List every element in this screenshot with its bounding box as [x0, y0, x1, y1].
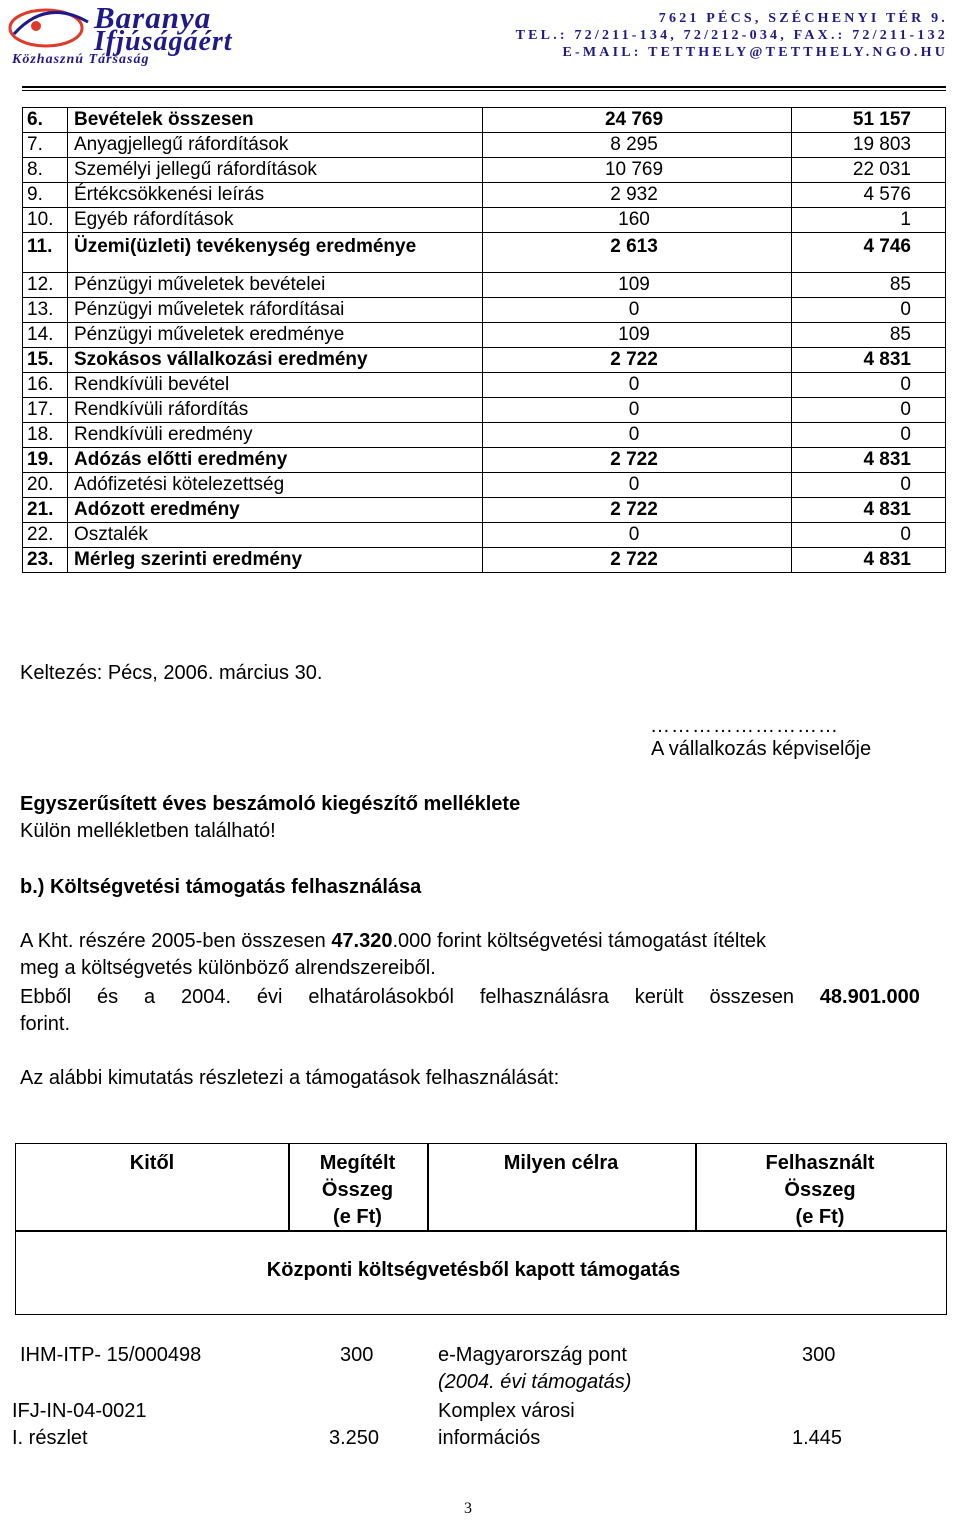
- row-number: 9.: [23, 183, 68, 208]
- signature-label: A vállalkozás képviselője: [651, 738, 872, 760]
- table-row: [23, 158, 946, 183]
- row-value-prev: 0: [483, 523, 792, 548]
- row-value-prev: 0: [483, 373, 792, 398]
- row-value-curr: 0: [792, 473, 946, 498]
- row-number: 22.: [23, 523, 68, 548]
- row-value-prev: 0: [483, 423, 792, 448]
- row-number: 11.: [23, 233, 68, 273]
- paragraph-word: felhasználásra: [479, 986, 609, 1008]
- income-statement-table: [22, 107, 946, 573]
- table-row: [23, 448, 946, 473]
- paragraph-word: került: [634, 986, 684, 1008]
- row1-source: IHM-ITP- 15/000498: [20, 1344, 202, 1366]
- row-value-curr: 4 831: [792, 498, 946, 523]
- row-value-prev: 2 722: [483, 498, 792, 523]
- logo-swoosh-icon: [6, 4, 96, 56]
- header-rule-thin: [22, 90, 946, 91]
- email-line: E-MAIL: TETTHELY@TETTHELY.NGO.HU: [562, 45, 948, 60]
- row-value-curr: 4 831: [792, 348, 946, 373]
- row-number: 10.: [23, 208, 68, 233]
- paragraph-line: [20, 984, 920, 1011]
- paragraph-text: A Kht. részére 2005-ben összesen 47.320.000 forint költségvetési támogatást ítéltek: [20, 930, 767, 952]
- support-paragraph-1: [20, 928, 920, 982]
- support-paragraph-2: [20, 984, 920, 1038]
- paragraph-word: Ebből: [20, 986, 72, 1008]
- table-row: [23, 548, 946, 573]
- row1-purpose-note: (2004. évi támogatás): [438, 1371, 632, 1393]
- row-value-prev: 2 613: [483, 233, 792, 273]
- row-value-prev: 10 769: [483, 158, 792, 183]
- paragraph-word: és: [97, 986, 119, 1008]
- paragraph-line: meg a költségvetés különböző alrendszereiből.: [20, 957, 436, 979]
- row-value-curr: 4 831: [792, 448, 946, 473]
- table-row: [23, 398, 946, 423]
- paragraph-line: [20, 928, 920, 955]
- paragraph-word: 2004.: [180, 986, 232, 1008]
- row-value-curr: 85: [792, 323, 946, 348]
- company-logo: [6, 0, 276, 68]
- row-label: Adózott eredmény: [68, 498, 483, 523]
- row-number: 20.: [23, 473, 68, 498]
- row-label: Pénzügyi műveletek eredménye: [68, 323, 483, 348]
- row-number: 18.: [23, 423, 68, 448]
- row-value-curr: 0: [792, 423, 946, 448]
- row-value-prev: 24 769: [483, 108, 792, 133]
- row2-purpose-2: információs: [438, 1427, 541, 1449]
- table-row: [23, 298, 946, 323]
- paragraph-word: a: [144, 986, 156, 1008]
- logo-text-kht: Közhasznú Társaság: [12, 52, 150, 67]
- row-number: 23.: [23, 548, 68, 573]
- support-table-intro: Az alábbi kimutatás részletezi a támogatások felhasználását:: [20, 1067, 560, 1089]
- table-row: [23, 183, 946, 208]
- row-value-curr: 1: [792, 208, 946, 233]
- table-row: [23, 373, 946, 398]
- row-label: Rendkívüli bevétel: [68, 373, 483, 398]
- row-value-curr: 19 803: [792, 133, 946, 158]
- row-number: 6.: [23, 108, 68, 133]
- table-row: [23, 273, 946, 298]
- row-number: 15.: [23, 348, 68, 373]
- row-number: 13.: [23, 298, 68, 323]
- row-value-prev: 0: [483, 473, 792, 498]
- row-label: Pénzügyi műveletek bevételei: [68, 273, 483, 298]
- row-label: Személyi jellegű ráfordítások: [68, 158, 483, 183]
- row-number: 8.: [23, 158, 68, 183]
- row-label: Szokásos vállalkozási eredmény: [68, 348, 483, 373]
- row-label: Rendkívüli ráfordítás: [68, 398, 483, 423]
- row-label: Egyéb ráfordítások: [68, 208, 483, 233]
- row-label: Osztalék: [68, 523, 483, 548]
- paragraph-word: összesen: [709, 986, 794, 1008]
- row-value-prev: 2 722: [483, 448, 792, 473]
- row-value-curr: 22 031: [792, 158, 946, 183]
- row-value-curr: 0: [792, 298, 946, 323]
- table-row: [23, 108, 946, 133]
- logo-text-baranya: Baranya: [94, 0, 212, 35]
- signature-dots: ………………………: [650, 715, 839, 737]
- paragraph-line: forint.: [20, 1013, 71, 1035]
- row2-source: IFJ-IN-04-0021: [12, 1400, 147, 1422]
- row-value-prev: 2 722: [483, 348, 792, 373]
- row-value-curr: 0: [792, 398, 946, 423]
- row-number: 12.: [23, 273, 68, 298]
- table-row: [23, 348, 946, 373]
- annex-subtitle: Külön mellékletben található!: [20, 820, 276, 842]
- table-row: [23, 208, 946, 233]
- row-value-prev: 109: [483, 323, 792, 348]
- row2-purpose: Komplex városi: [438, 1400, 575, 1422]
- row-value-prev: 2 722: [483, 548, 792, 573]
- paragraph-amount: 48.901.000: [819, 986, 920, 1008]
- row-label: Adózás előtti eredmény: [68, 448, 483, 473]
- row-number: 7.: [23, 133, 68, 158]
- row-label: Bevételek összesen: [68, 108, 483, 133]
- row1-purpose: e-Magyarország pont: [438, 1344, 627, 1366]
- row-value-curr: 4 746: [792, 233, 946, 273]
- support-table: [15, 1143, 947, 1315]
- table-row: [23, 133, 946, 158]
- table-row: [23, 423, 946, 448]
- contact-block: [516, 10, 948, 61]
- group-title: Központi költségvetésből kapott támogatás: [266, 1259, 681, 1281]
- row1-awarded: 300: [340, 1344, 374, 1366]
- row1-used: 300: [802, 1344, 836, 1366]
- row-label: Adófizetési kötelezettség: [68, 473, 483, 498]
- row-value-prev: 8 295: [483, 133, 792, 158]
- page-number: 3: [464, 1500, 472, 1517]
- table-row: [23, 523, 946, 548]
- row2-awarded: 3.250: [329, 1427, 380, 1449]
- row-label: Rendkívüli eredmény: [68, 423, 483, 448]
- header-megitelt: Megítélt Összeg (e Ft): [319, 1152, 396, 1228]
- row-value-curr: 4 831: [792, 548, 946, 573]
- date-line: Keltezés: Pécs, 2006. március 30.: [20, 662, 323, 684]
- row-value-prev: 0: [483, 398, 792, 423]
- header-felhasznalt: Felhasznált Összeg (e Ft): [765, 1152, 875, 1228]
- section-b-title: b.) Költségvetési támogatás felhasználása: [20, 876, 422, 898]
- table-row: [23, 473, 946, 498]
- row-value-prev: 0: [483, 298, 792, 323]
- row-value-curr: 0: [792, 373, 946, 398]
- table-row: [23, 498, 946, 523]
- header-rule: [22, 86, 946, 88]
- paragraph-word: évi: [256, 986, 283, 1008]
- row-number: 17.: [23, 398, 68, 423]
- header-milyen-celra: Milyen célra: [503, 1152, 619, 1174]
- row2-source-part: I. részlet: [12, 1427, 88, 1449]
- row-number: 14.: [23, 323, 68, 348]
- row-value-prev: 160: [483, 208, 792, 233]
- row-label: Anyagjellegű ráfordítások: [68, 133, 483, 158]
- header-kitol: Kitől: [129, 1152, 175, 1174]
- table-row: [23, 233, 946, 273]
- row-value-curr: 0: [792, 523, 946, 548]
- table-row: [23, 323, 946, 348]
- row-label: Értékcsökkenési leírás: [68, 183, 483, 208]
- row-number: 16.: [23, 373, 68, 398]
- row-value-curr: 85: [792, 273, 946, 298]
- row-value-prev: 109: [483, 273, 792, 298]
- row2-used: 1.445: [792, 1427, 843, 1449]
- row-value-curr: 51 157: [792, 108, 946, 133]
- annex-title: Egyszerűsített éves beszámoló kiegészítő melléklete: [20, 793, 521, 815]
- logo-text-ifjusagaert: Ifjúságáért: [94, 26, 233, 57]
- row-label: Pénzügyi műveletek ráfordításai: [68, 298, 483, 323]
- row-number: 19.: [23, 448, 68, 473]
- row-label: Üzemi(üzleti) tevékenység eredménye: [68, 233, 483, 273]
- paragraph-word: elhatárolásokból: [308, 986, 454, 1008]
- row-value-prev: 2 932: [483, 183, 792, 208]
- row-value-curr: 4 576: [792, 183, 946, 208]
- address-line: 7621 PÉCS, SZÉCHENYI TÉR 9.: [658, 11, 948, 26]
- phone-line: TEL.: 72/211-134, 72/212-034, FAX.: 72/211-132: [515, 28, 948, 43]
- row-label: Mérleg szerinti eredmény: [68, 548, 483, 573]
- row-number: 21.: [23, 498, 68, 523]
